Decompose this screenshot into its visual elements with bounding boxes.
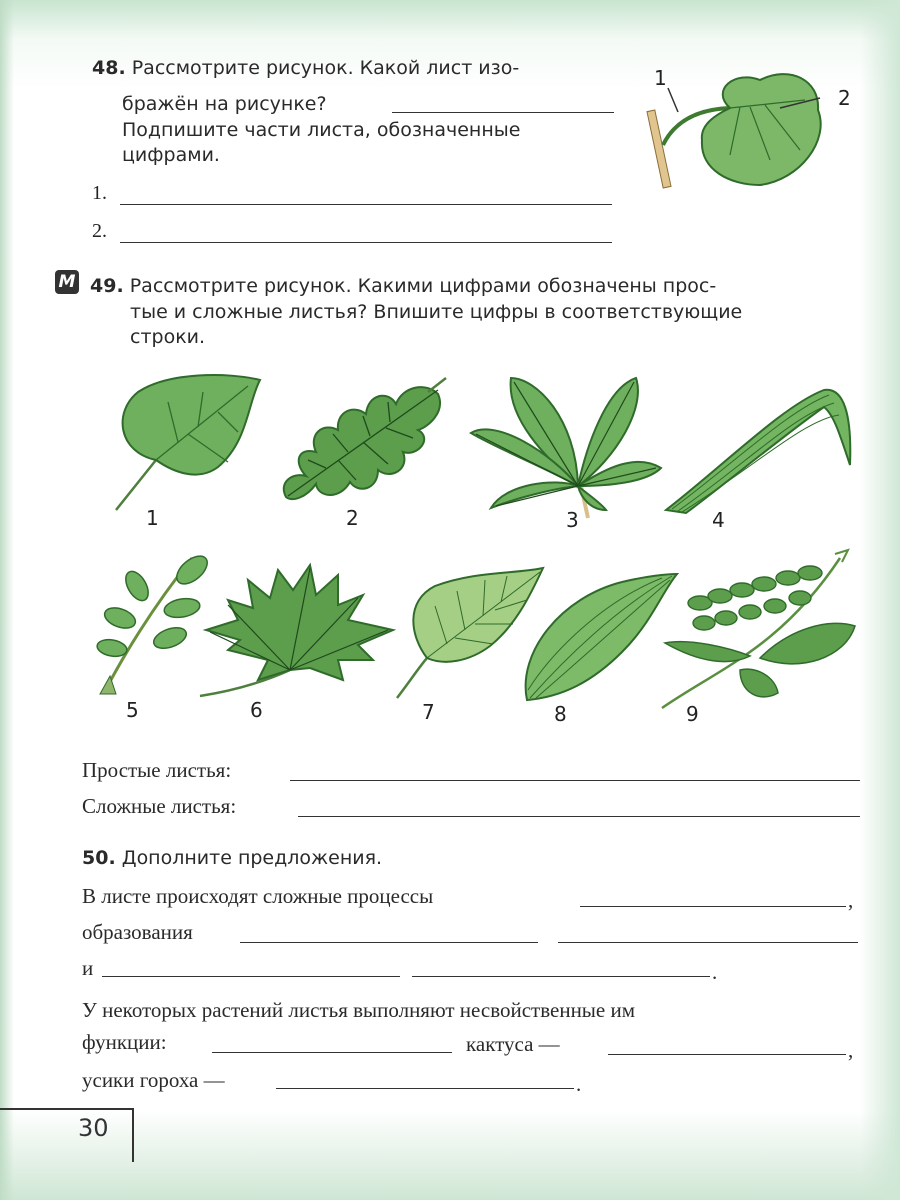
method-icon: М xyxy=(55,270,79,294)
leaf-label-3: 3 xyxy=(566,508,579,532)
leaf-4-grass-image xyxy=(664,385,854,515)
task-49-line2: тые и сложные листья? Впишите цифры в соответствующие xyxy=(130,301,743,323)
task-50-blank-6[interactable] xyxy=(212,1052,452,1053)
compound-leaves-label: Сложные листья: xyxy=(82,794,237,818)
task-49-number: 49. xyxy=(90,275,124,297)
task-50-line4: У некоторых растений листья выполняют несвойственные им xyxy=(82,998,636,1022)
task-50-blank-8[interactable] xyxy=(276,1088,574,1089)
leaf-label-1: 1 xyxy=(146,506,159,530)
task-50-line6: усики гороха — xyxy=(82,1068,225,1092)
leaf-label-8: 8 xyxy=(554,702,567,726)
task-48-line2: бражён на рисунке? xyxy=(122,93,327,115)
leaf-label-4: 4 xyxy=(712,508,725,532)
task-48-line3: Подпишите части листа, обозначенные xyxy=(122,119,521,141)
task-50-line2: образования xyxy=(82,920,193,944)
simple-leaves-answer-line[interactable] xyxy=(290,780,860,781)
task-50-number: 50. xyxy=(82,847,116,869)
task-48-linden-leaf-figure xyxy=(640,60,860,200)
leaf-6-maple-image xyxy=(198,560,398,700)
leaf-label-5: 5 xyxy=(126,698,139,722)
task-48-line1: 48. Рассмотрите рисунок. Какой лист изо- xyxy=(92,57,520,79)
compound-leaves-answer-line[interactable] xyxy=(298,816,860,817)
task-48-answer2-line[interactable] xyxy=(120,242,612,243)
page-edge-right xyxy=(860,0,900,1200)
task-50-line5a: функции: xyxy=(82,1030,167,1054)
task-48-answer1-label: 1. xyxy=(92,182,107,204)
leaf-1-linden-image xyxy=(108,372,268,512)
task-50-period-1: . xyxy=(712,960,718,984)
task-48-answer-leaf-line[interactable] xyxy=(392,112,614,113)
task-50-title: 50. Дополните предложения. xyxy=(82,847,383,869)
leaf-label-7: 7 xyxy=(422,700,435,724)
leaf-label-6: 6 xyxy=(250,698,263,722)
task-50-blank-7[interactable] xyxy=(608,1054,846,1055)
task-48-answer1-line[interactable] xyxy=(120,204,612,205)
leaf-9-compound-mixed-image xyxy=(660,548,860,713)
task-48-number: 48. xyxy=(92,57,126,79)
leaf-3-chestnut-image xyxy=(466,368,666,523)
task-50-blank-2[interactable] xyxy=(240,942,538,943)
leaf-label-9: 9 xyxy=(686,702,699,726)
leaf-label-2: 2 xyxy=(346,506,359,530)
simple-leaves-label: Простые листья: xyxy=(82,758,232,782)
task-49-line1: 49. Рассмотрите рисунок. Какими цифрами обозначены прос- xyxy=(90,275,717,297)
task-49-line3: строки. xyxy=(130,326,206,348)
task-48-answer2-label: 2. xyxy=(92,220,107,242)
task-50-line5b: кактуса — xyxy=(466,1032,560,1056)
task-48-line4: цифрами. xyxy=(122,144,220,166)
page-number: 30 xyxy=(78,1114,109,1142)
leaf-8-lily-of-valley-image xyxy=(522,572,680,704)
task-50-comma-1: , xyxy=(848,888,854,912)
task-50-blank-5[interactable] xyxy=(412,976,710,977)
task-48-figure-label-1: 1 xyxy=(654,66,667,90)
task-50-line1: В листе происходят сложные процессы xyxy=(82,884,434,908)
task-50-period-2: . xyxy=(576,1072,582,1096)
page-edge-left xyxy=(0,0,14,1200)
task-50-blank-3[interactable] xyxy=(558,942,858,943)
leaf-2-oak-image xyxy=(278,372,453,507)
task-50-line3: и xyxy=(82,956,94,980)
leaf-5-rose-compound-image xyxy=(92,548,210,696)
task-50-blank-4[interactable] xyxy=(102,976,400,977)
task-50-comma-2: , xyxy=(848,1038,854,1062)
task-48-figure-label-2: 2 xyxy=(838,86,851,110)
task-50-blank-1[interactable] xyxy=(580,906,846,907)
page-number-frame xyxy=(0,1108,134,1162)
